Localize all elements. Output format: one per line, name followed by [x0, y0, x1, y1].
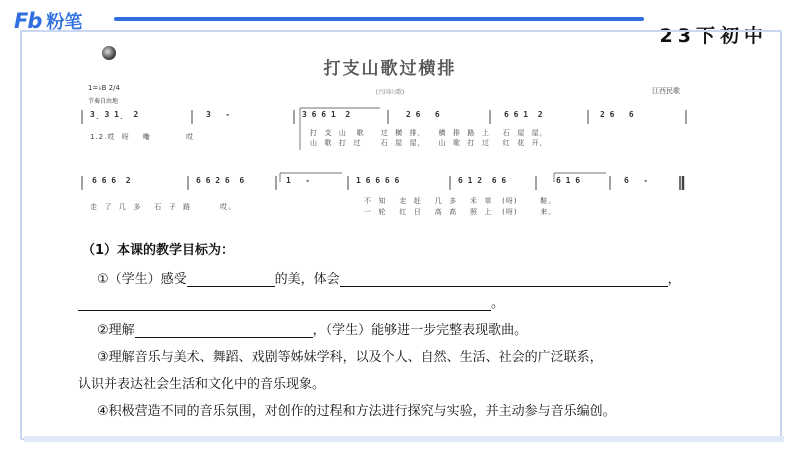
- objective-1-continued: [78, 292, 504, 311]
- objective-1-comma: ，: [667, 272, 681, 287]
- notes-measure-7: 6 6 6 2: [92, 176, 131, 185]
- notes-measure-2: 3 -: [206, 110, 231, 119]
- objective-1-end: 。: [491, 296, 505, 311]
- lyrics-row-1-verse-2: 山 歌 打 过 石 屋 屋， 山 歌 打 过 红 花 开，: [310, 139, 548, 147]
- logo-mark: Fb: [14, 9, 42, 33]
- logo-text: 粉笔: [46, 12, 83, 33]
- objective-4: ④积极营造不同的音乐氛围，对创作的过程和方法进行探究与实验，并主动参与音乐编创。: [97, 404, 616, 419]
- song-origin: 江西民歌: [652, 87, 680, 95]
- notes-measure-4: 2 6 6: [406, 110, 440, 119]
- header-rule: [114, 17, 644, 21]
- objective-1: [97, 268, 681, 287]
- lyrics-row-2-verse-1: 不 知 走 赶 几 多 禾 草 (呀) 鞋。: [364, 197, 557, 205]
- objective-2: [97, 319, 527, 338]
- notes-measure-9: 1 -: [286, 176, 311, 185]
- notes-measure-6: 2 6 6: [600, 110, 634, 119]
- lyrics-row-2-main: 走 了 几 多 石 子 路 哎。: [90, 203, 237, 211]
- answer-blank-2[interactable]: [340, 273, 668, 287]
- song-title: 打支山歌过横排: [323, 59, 457, 79]
- question-title: （1）本课的教学目标为：: [82, 243, 235, 258]
- answer-blank-1[interactable]: [187, 273, 275, 287]
- answer-blank-3[interactable]: [78, 297, 491, 311]
- objective-2-suffix: ，（学生）能够进一步完整表现歌曲。: [312, 323, 528, 338]
- lyrics-row-2-verse-2: 一 轮 红 日 高 高 照 上 (呀) 来。: [364, 208, 557, 216]
- objective-3-continued: 认识并表达社会生活和文化中的音乐现象。: [78, 377, 326, 392]
- objective-3: ③理解音乐与美术、舞蹈、戏剧等姊妹学科，以及个人、自然、生活、社会的广泛联系，: [97, 350, 603, 365]
- key-signature: 1=♭B 2/4: [88, 84, 120, 92]
- tempo-marking: 节奏自由地: [88, 98, 119, 105]
- notes-measure-3: 3 6 6 1 2: [302, 110, 351, 119]
- objective-1-prefix: ①（学生）感受: [97, 272, 187, 287]
- notes-measure-11: 6 1 2 6 6: [458, 176, 507, 185]
- song-subtitle: (兴国山歌): [375, 89, 405, 96]
- notes-measure-5: 6 6 1 2: [504, 110, 543, 119]
- objective-1-middle: 的美，体会: [274, 272, 340, 287]
- frame-shadow: [24, 436, 784, 442]
- notes-measure-1: 3̣ 3 1̣ 2: [90, 110, 139, 119]
- lyrics-row-1-intro: 1.2.哎 呀 嘞 哎: [90, 133, 195, 141]
- music-row-2: [80, 170, 700, 220]
- notes-measure-12: 6 1 6: [556, 176, 581, 185]
- music-row-1: [80, 104, 700, 154]
- lyrics-row-1-verse-1: 打 支 山 歌 过 横 排， 横 排 路 上 石 屋 屋，: [310, 129, 548, 137]
- notes-measure-10: 1 6 6 6 6: [356, 176, 400, 185]
- exam-code: 23下初中: [659, 25, 768, 47]
- objective-2-prefix: ②理解: [97, 323, 135, 338]
- notes-measure-8: 6 6 2 6 6: [196, 176, 245, 185]
- sheet-music: [80, 40, 700, 220]
- notes-measure-13: 6 -: [624, 176, 649, 185]
- answer-blank-4[interactable]: [135, 324, 313, 338]
